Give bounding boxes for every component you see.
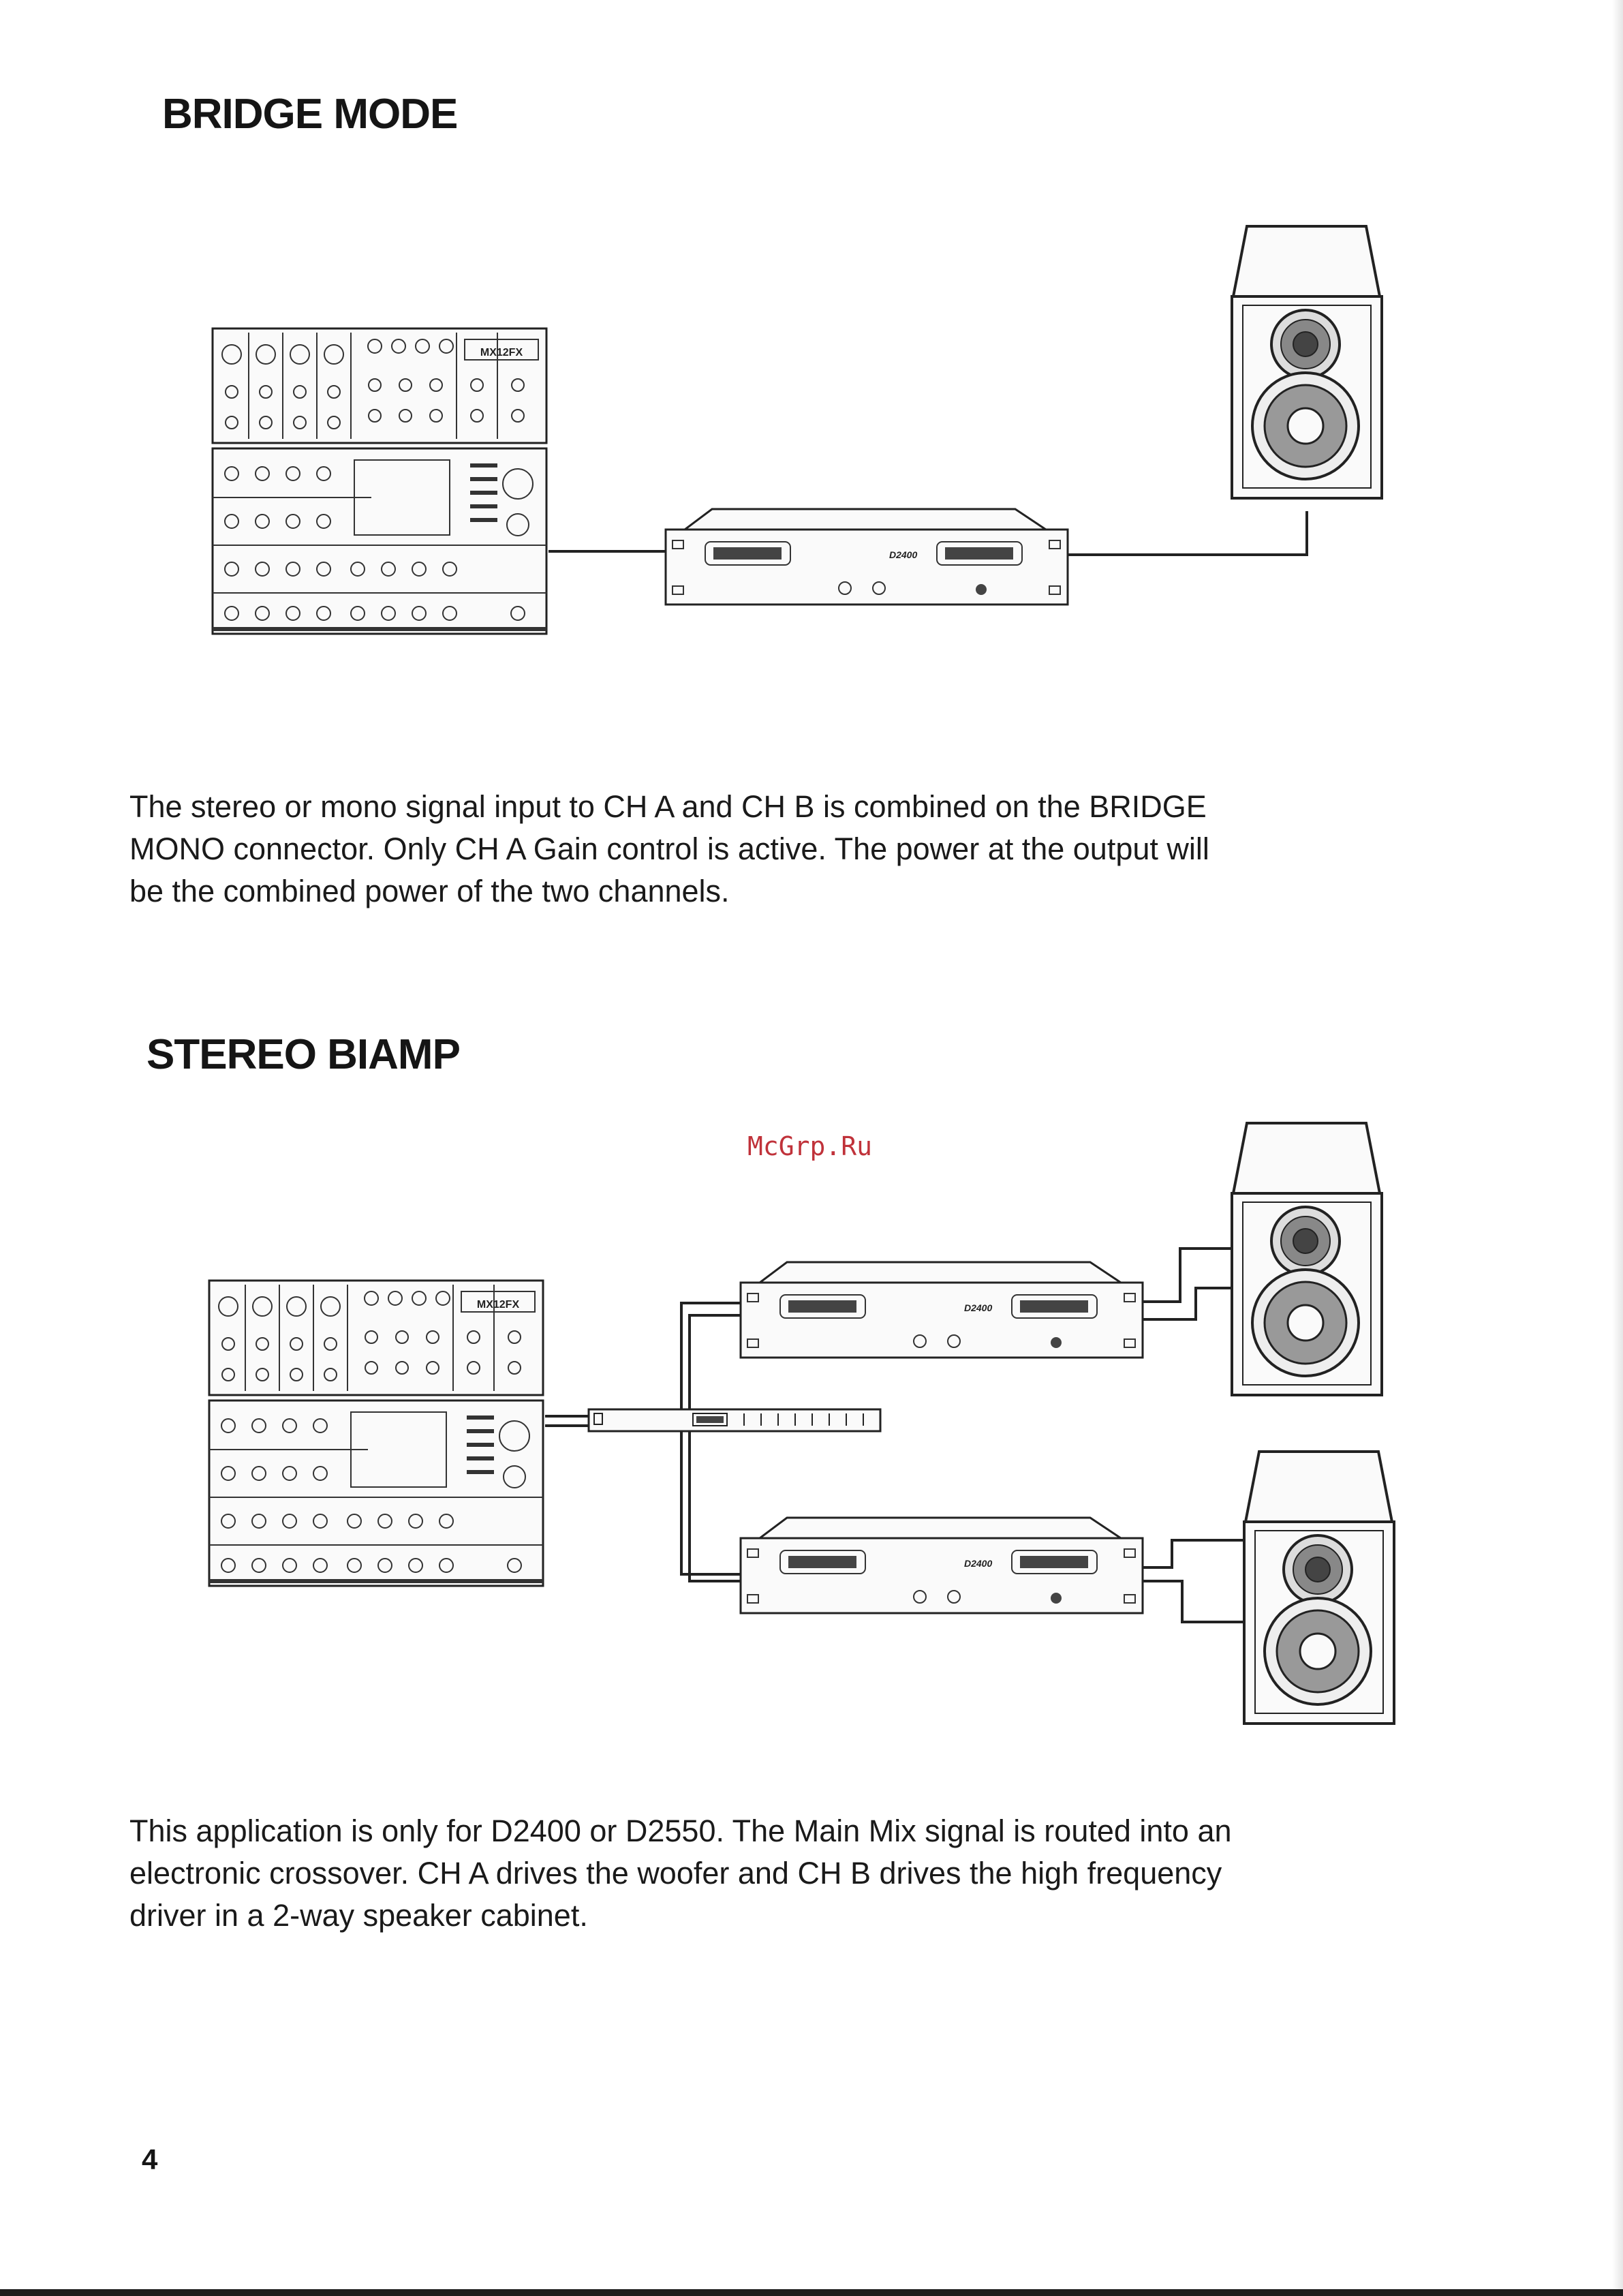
page-bottom-edge	[0, 2289, 1623, 2296]
biamp-desc-line-2: electronic crossover. CH A drives the woofer and CH B drives the high frequency	[129, 1856, 1222, 1891]
bridge-mode-diagram	[0, 218, 1623, 668]
bridge-desc-line-2: MONO connector. Only CH A Gain control is active. The power at the output will	[129, 831, 1209, 866]
biamp-desc-line-3: driver in a 2-way speaker cabinet.	[129, 1898, 588, 1933]
power-amplifier-bottom	[739, 1516, 1145, 1619]
bridge-mode-heading: BRIDGE MODE	[162, 91, 458, 138]
bridge-mode-description	[129, 786, 1533, 913]
watermark: McGrp.Ru	[747, 1131, 873, 1161]
biamp-desc-line-1: This application is only for D2400 or D2550. The Main Mix signal is routed into an	[129, 1813, 1232, 1848]
bridge-desc-line-1: The stereo or mono signal input to CH A and CH B is combined on the BRIDGE	[129, 789, 1207, 824]
mixer-model-label: MX12FX	[476, 1299, 520, 1311]
electronic-crossover	[587, 1407, 882, 1434]
stereo-biamp-description	[129, 1810, 1560, 1937]
page-number: 4	[142, 2143, 158, 2175]
amplifier-model-label: D2400	[889, 549, 918, 560]
stereo-biamp-diagram	[0, 1118, 1623, 1731]
speaker-cabinet	[1226, 225, 1387, 501]
stereo-biamp-heading: STEREO BIAMP	[146, 1031, 460, 1078]
amplifier-model-label: D2400	[964, 1302, 993, 1313]
speaker-cabinet-bottom	[1239, 1450, 1399, 1726]
bridge-desc-line-3: be the combined power of the two channels.	[129, 874, 730, 908]
amplifier-model-label: D2400	[964, 1558, 993, 1569]
power-amplifier	[664, 508, 1070, 610]
speaker-cabinet-top	[1226, 1122, 1387, 1398]
mixer	[208, 1279, 545, 1589]
mixer-model-label: MX12FX	[480, 347, 523, 358]
power-amplifier-top	[739, 1261, 1145, 1363]
mixer	[211, 327, 548, 637]
